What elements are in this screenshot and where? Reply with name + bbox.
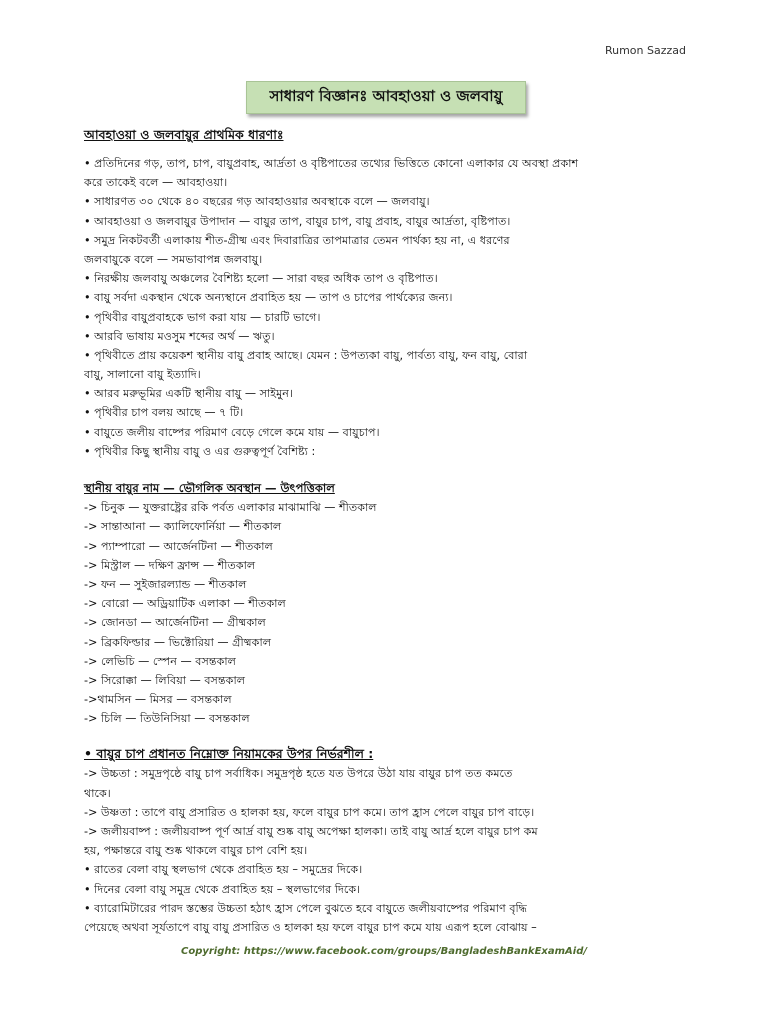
text-line: জলবায়ুকে বলে — সমভাবাপন্ন জলবায়ু। <box>84 252 263 266</box>
document-body <box>84 124 700 937</box>
text-line: • নিরক্ষীয় জলবায়ু অঞ্চলের বৈশিষ্ট্য হলো — সারা বছর অধিক তাপ ও বৃষ্টিপাত। <box>84 272 438 286</box>
document-title: সাধারণ বিজ্ঞানঃ আবহাওয়া ও জলবায়ু <box>269 87 503 105</box>
text-line: -> জলীয়বাষ্প : জলীয়বাষ্প পূর্ণ আর্দ্র বায়ু শুষ্ক বায়ু অপেক্ষা হালকা। তাই বায়ু আর্দ্র হলে বায়ুর চাপ কম <box>84 825 538 838</box>
title-box <box>246 81 526 114</box>
list-item: -> প্যাম্পারো — আর্জেনটিনা — শীতকাল <box>84 539 273 553</box>
section-air-pressure <box>84 744 700 937</box>
text-line: • সাধারণত ৩০ থেকে ৪০ বছরের গড় আবহাওয়ার অবস্থাকে বলে — জলবায়ু। <box>84 195 430 209</box>
text-line: • আরব মরুভূমির একটি স্থানীয় বায়ু — সাইমুন। <box>84 387 293 401</box>
text-line: • রাতের বেলা বায়ু স্থলভাগ থেকে প্রবাহিত হয় – সমুদ্রের দিকে। <box>84 863 363 877</box>
text-line: • বায়ু সর্বদা একস্থান থেকে অন্যস্থানে প্রবাহিত হয় — তাপ ও চাপের পার্থক্যের জন্য। <box>84 291 453 305</box>
list-item: -> সান্তাআনা — ক্যালিফোর্নিয়া — শীতকাল <box>84 520 282 534</box>
text-line: -> উচ্চতা : সমুদ্রপৃষ্ঠে বায়ু চাপ সর্বাধিক। সমুদ্রপৃষ্ঠ হতে যত উপরে উঠা যায় বায়ুর চাপ তত কমতে <box>84 767 513 781</box>
list-item: -> ফন — সুইজারল্যান্ড — শীতকাল <box>84 577 247 591</box>
text-line: • পৃথিবীতে প্রায় কয়েকশ স্থানীয় বায়ু প্রবাহ আছে। যেমন : উপত্যকা বায়ু, পার্বত্য বায়ু, ফন বায়ু, বোরা <box>84 348 528 362</box>
text-line: • আবহাওয়া ও জলবায়ুর উপাদান — বায়ুর তাপ, বায়ুর চাপ, বায়ু প্রবাহ, বায়ুর আর্দ্রতা, বৃষ্টিপাত। <box>84 214 511 228</box>
text-line: • প্রতিদিনের গড়, তাপ, চাপ, বায়ুপ্রবাহ, আর্দ্রতা ও বৃষ্টিপাতের তথ্যের ভিত্তিতে কোনো এলাকার যে অবস্থা প্রকাশ <box>84 157 579 170</box>
text-line: • পৃথিবীর চাপ বলয় আছে — ৭ টি। <box>84 406 244 420</box>
list-item: -> চিলি — তিউনিসিয়া — বসন্তকাল <box>84 712 250 726</box>
text-line: থাকে। <box>84 786 111 800</box>
text-line: • আরবি ভাষায় মওসুম শব্দের অর্থ — ঋতু। <box>84 329 275 343</box>
section-basic-concepts <box>84 124 700 461</box>
text-line: হয়, পক্ষান্তরে বায়ু শুষ্ক থাকলে বায়ুর চাপ বেশি হয়। <box>84 844 308 858</box>
list-item: -> ব্রিকফিল্ডার — ভিক্টোরিয়া — গ্রীষ্মকাল <box>84 635 272 649</box>
list-item: -> জোনডা — আর্জেনটিনা — গ্রীষ্মকাল <box>84 616 266 630</box>
text-line: • পৃথিবীর বায়ুপ্রবাহকে ভাগ করা যায় — চারটি ভাগে। <box>84 310 321 324</box>
list-item: -> মিস্ট্রাল — দক্ষিণ ফ্রান্স — শীতকাল <box>84 558 256 572</box>
list-item: -> সিরোক্কা — লিবিয়া — বসন্তকাল <box>84 673 246 687</box>
list-item: -> লেভিচি — স্পেন — বসন্তকাল <box>84 654 236 668</box>
copyright-footer: Copyright: https://www.facebook.com/groups/BangladeshBankExamAid/ <box>180 946 588 957</box>
text-line: • ব্যারোমিটারের পারদ স্তম্ভের উচ্চতা হঠাৎ হ্রাস পেলে বুঝতে হবে বায়ুতে জলীয়বাষ্পের পরিমাণ বৃদ্ধি <box>84 901 527 915</box>
section-heading: স্থানীয় বায়ুর নাম — ভৌগলিক অবস্থান — উৎপত্তিকাল <box>84 481 335 495</box>
text-line: • বায়ুতে জলীয় বাষ্পের পরিমাণ বেড়ে গেলে কমে যায় — বায়ুচাপ। <box>84 425 380 439</box>
text-line: বায়ু, সালানো বায়ু ইত্যাদি। <box>84 368 201 382</box>
section-local-winds <box>84 479 700 728</box>
section-heading: আবহাওয়া ও জলবায়ুর প্রাথমিক ধারণাঃ <box>84 127 284 142</box>
list-item: -> বোরো — অড্রিয়াটিক এলাকা — শীতকাল <box>84 597 286 611</box>
section-heading: • বায়ুর চাপ প্রধানত নিম্নোক্ত নিয়ামকের উপর নির্ভরশীল : <box>84 746 374 762</box>
text-line: • পৃথিবীর কিছু স্থানীয় বায়ু ও এর গুরুত্বপূর্ণ বৈশিষ্ট্য : <box>84 444 316 458</box>
text-line: • দিনের বেলা বায়ু সমুদ্র থেকে প্রবাহিত হয় – স্থলভাগের দিকে। <box>84 882 361 896</box>
list-item: -> চিনুক — যুক্তরাষ্ট্রের রকি পর্বত এলাকার মাঝামাঝি — শীতকাল <box>84 501 377 515</box>
author-name: Rumon Sazzad <box>604 44 686 57</box>
text-line: -> উষ্ণতা : তাপে বায়ু প্রসারিত ও হালকা হয়, ফলে বায়ুর চাপ কমে। তাপ হ্রাস পেলে বায়ুর চাপ বাড়ে। <box>84 805 535 819</box>
text-line: পেয়েছে অথবা সূর্যতাপে বায়ু বায়ু প্রসারিত ও হালকা হয় ফলে বায়ুর চাপ কমে যায় এরূপ হলে বোঝায় – <box>84 920 537 934</box>
text-line: করে তাকেই বলে — আবহাওয়া। <box>84 176 228 190</box>
list-item: ->থামসিন — মিসর — বসন্তকাল <box>84 693 232 707</box>
text-line: • সমুদ্র নিকটবর্তী এলাকায় শীত-গ্রীষ্ম এবং দিবারাত্রির তাপমাত্রার তেমন পার্থক্য হয় না, এ ধরণের <box>84 233 510 247</box>
